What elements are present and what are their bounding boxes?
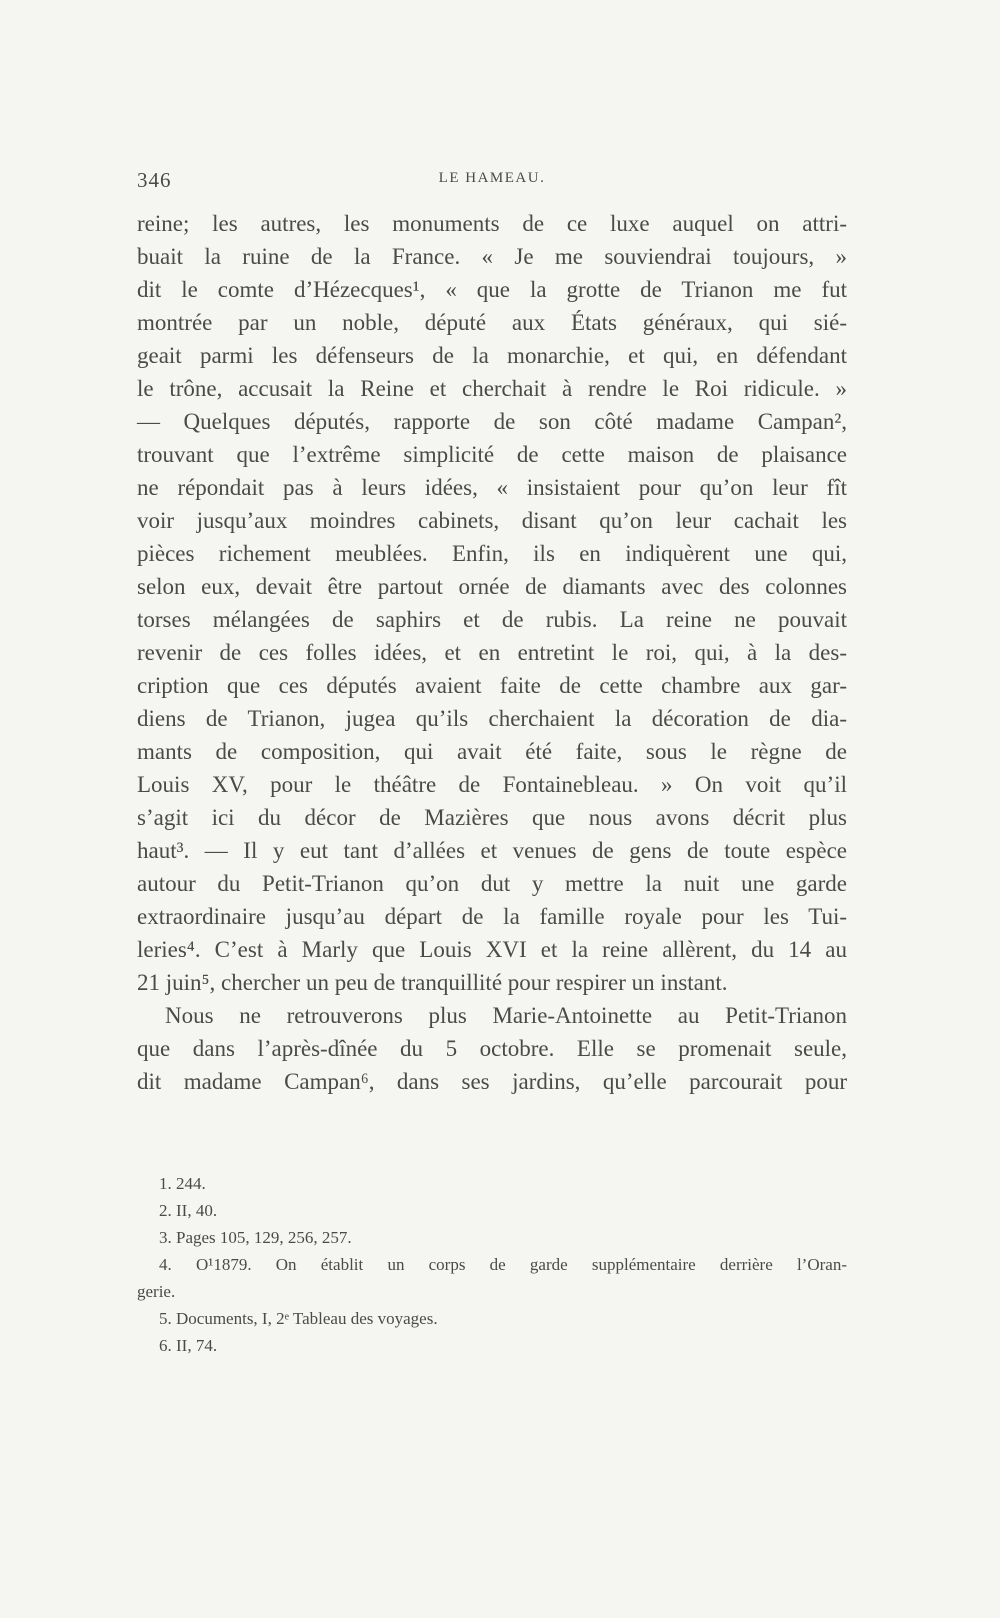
text-line: autour du Petit-Trianon qu’on dut y mettre la nuit une garde [137, 871, 847, 896]
text-line: torses mélangées de saphirs et de rubis. La reine ne pouvait [137, 607, 847, 632]
text-line: — Quelques députés, rapporte de son côté madame Campan², [137, 409, 847, 434]
text-line: revenir de ces folles idées, et en entretint le roi, qui, à la des- [137, 640, 847, 665]
running-head [137, 168, 847, 194]
footnotes [137, 1170, 847, 1359]
body-text [137, 207, 847, 1098]
footnote: 5. Documents, I, 2ᵉ Tableau des voyages. [159, 1309, 438, 1328]
text-line: diens de Trianon, jugea qu’ils cherchaient la décoration de dia- [137, 706, 847, 731]
text-line: trouvant que l’extrême simplicité de cette maison de plaisance [137, 442, 847, 467]
text-line: mants de composition, qui avait été faite, sous le règne de [137, 739, 847, 764]
footnote: 3. Pages 105, 129, 256, 257. [159, 1228, 352, 1247]
text-line: selon eux, devait être partout ornée de diamants avec des colonnes [137, 574, 847, 599]
text-line: Louis XV, pour le théâtre de Fontainebleau. » On voit qu’il [137, 772, 847, 797]
text-line: 21 juin⁵, chercher un peu de tranquillité pour respirer un instant. [137, 970, 728, 995]
footnote: 4. O¹1879. On établit un corps de garde supplémentaire derrière l’Oran- [159, 1255, 847, 1274]
text-line: haut³. — Il y eut tant d’allées et venues de gens de toute espèce [137, 838, 847, 863]
text-line: voir jusqu’aux moindres cabinets, disant qu’on leur cachait les [137, 508, 847, 533]
text-line: leries⁴. C’est à Marly que Louis XVI et la reine allèrent, du 14 au [137, 937, 847, 962]
footnote: 6. II, 74. [159, 1336, 218, 1355]
text-line: dit madame Campan⁶, dans ses jardins, qu’elle parcourait pour [137, 1069, 847, 1094]
page-number: 346 [137, 168, 172, 192]
text-line: dit le comte d’Hézecques¹, « que la grotte de Trianon me fut [137, 277, 847, 302]
chapter-title: LE HAMEAU. [438, 170, 546, 186]
footnote-continuation: gerie. [137, 1282, 176, 1301]
text-line: buait la ruine de la France. « Je me souviendrai toujours, » [137, 244, 847, 269]
footnote: 2. II, 40. [159, 1201, 218, 1220]
text-line: s’agit ici du décor de Mazières que nous avons décrit plus [137, 805, 847, 830]
text-line: cription que ces députés avaient faite de cette chambre aux gar- [137, 673, 847, 698]
text-line: le trône, accusait la Reine et cherchait à rendre le Roi ridicule. » [137, 376, 847, 401]
text-line: pièces richement meublées. Enfin, ils en indiquèrent une qui, [137, 541, 847, 566]
text-line: montrée par un noble, député aux États généraux, qui sié- [137, 310, 847, 335]
text-line: ne répondait pas à leurs idées, « insistaient pour qu’on leur fît [137, 475, 847, 500]
text-line: que dans l’après-dînée du 5 octobre. Elle se promenait seule, [137, 1036, 847, 1061]
text-line: Nous ne retrouverons plus Marie-Antoinette au Petit-Trianon [165, 1003, 847, 1028]
text-line: geait parmi les défenseurs de la monarchie, et qui, en défendant [137, 343, 847, 368]
text-line: extraordinaire jusqu’au départ de la famille royale pour les Tui- [137, 904, 847, 929]
footnote: 1. 244. [159, 1174, 206, 1193]
text-line: reine; les autres, les monuments de ce luxe auquel on attri- [137, 211, 847, 236]
